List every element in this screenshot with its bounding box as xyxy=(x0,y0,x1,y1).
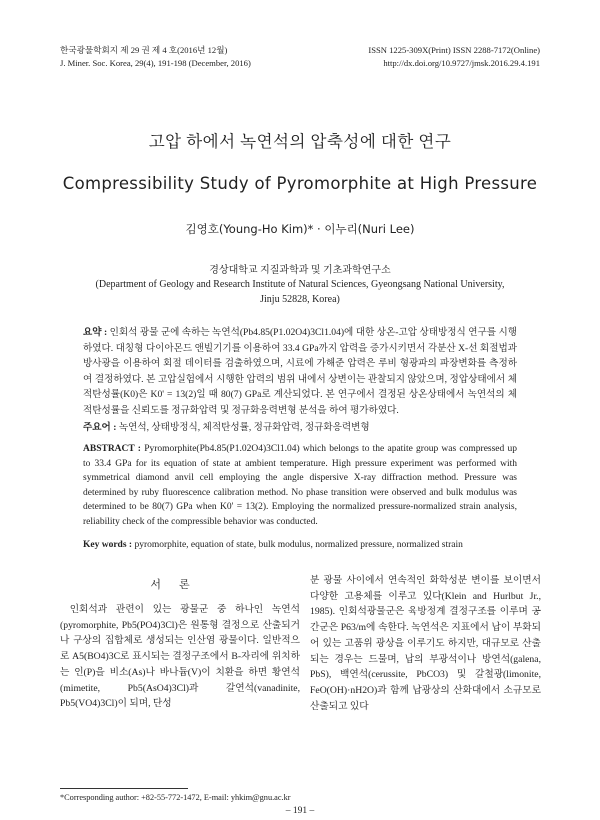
section-title-introduction: 서론 xyxy=(150,579,208,591)
journal-header-left xyxy=(60,44,251,70)
journal-header-en: J. Miner. Soc. Korea, 29(4), 191-198 (December, 2016) xyxy=(60,58,251,68)
authors: 김영호(Young-Ho Kim)* · 이누리(Nuri Lee) xyxy=(185,222,415,236)
affiliation-en: (Department of Geology and Research Institute of Natural Sciences, Gyeongsang National University, Jinju 52828, Korea) xyxy=(95,279,505,305)
journal-header-right xyxy=(368,44,540,70)
title-korean: 고압 하에서 녹연석의 압축성에 대한 연구 xyxy=(148,132,452,151)
keywords-ko-label: 주요어 : xyxy=(83,422,117,433)
abstract-en-label: ABSTRACT : xyxy=(83,444,141,454)
abstract-ko-label: 요약 : xyxy=(83,327,108,338)
affiliation-ko: 경상대학교 지질과학과 및 기초과학연구소 xyxy=(209,265,391,276)
doi-link[interactable]: http://dx.doi.org/10.9727/jmsk.2016.29.4.191 xyxy=(383,58,540,68)
keywords-korean xyxy=(83,420,517,436)
abstract-english xyxy=(83,442,517,530)
issn-line: ISSN 1225-309X(Print) ISSN 2288-7172(Online) xyxy=(368,45,540,55)
body-column-right xyxy=(310,573,541,714)
keywords-en-label: Key words : xyxy=(83,540,133,550)
abstract-en-text: Pyromorphite(Pb4.85(P1.02O4)3Cl1.04) which belongs to the apatite group was compressed up to 33.4 GPa for its equation of state at ambient temperature. High pressure experiment was performed with symmetrical diamond anvil cell employing the angle dispersive X-ray diffraction method. Pressure was determined by ruby fluorescence calibration method. No phase transition were observed and bulk modulus was determined to be 80(7) GPa when K0' = 13(2). Employing the normalized pressure-normalized strain analysis, reliability check of the compressible behavior was conducted. xyxy=(83,444,518,527)
intro-paragraph-right: 분 광물 사이에서 연속적인 화학성분 변이를 보이면서 다양한 고용체를 이루고 있다(Klein and Hurlbut Jr., 1985). 인회석광물군은 육방정계 결정구조를 이루며 공간군은 P63/m에 속한다. 녹연석은 지표에서 납이 부화되어 있는 고품위 광상을 이루기도 하지만, 대규모로 산출되는 경우는 드물며, 납의 부광석이나 방연석(galena, PbS), 백연석(cerussite, PbCO3) 및 갈철광(limonite, FeO(OH)·nH2O)과 함께 납광상의 산화대에서 소규모로 산출되고 있다 xyxy=(310,575,541,712)
title-english: Compressibility Study of Pyromorphite at High Pressure xyxy=(62,174,538,193)
abstract-korean xyxy=(83,325,517,418)
footnote-divider xyxy=(60,788,188,789)
page-number: – 191 – xyxy=(285,806,315,816)
intro-paragraph-left: 인회석과 관련이 있는 광물군 중 하나인 녹연석(pyromorphite, Pb5(PO4)3Cl)은 원통형 결정으로 산출되거나 구상의 집합체로 생성되는 인산염 광물이다. 일반적으로 A5(BO4)3C로 표시되는 결정구조에서 B-자리에 위치하는 인(P)을 비소(As)나 바나듐(V)이 치환을 하면 황연석(mimetite, Pb5(AsO4)3Cl)과 갈연석(vanadinite, Pb5(VO4)3Cl)이 되며, 단성 xyxy=(60,604,300,710)
body-column-left xyxy=(60,602,300,712)
journal-header-ko: 한국광물학회지 제 29 권 제 4 호(2016년 12월) xyxy=(60,45,228,55)
keywords-ko-text: 녹연석, 상태방정식, 체적탄성률, 정규화압력, 정규화응력변형 xyxy=(118,422,370,433)
affiliation xyxy=(86,264,514,307)
corresponding-author-footnote: *Corresponding author: +82-55-772-1472, E-mail: yhkim@gnu.ac.kr xyxy=(60,793,291,802)
keywords-english xyxy=(83,538,517,554)
abstract-ko-text: 인회석 광물 군에 속하는 녹연석(Pb4.85(P1.02O4)3Cl1.04)에 대한 상온-고압 상태방정식 연구를 시행하였다. 대칭형 다이아몬드 앤빌기기를 이용하여 33.4 GPa까지 압력을 증가시키면서 각분산 X-선 회절법과 방사광을 이용하여 회절 데이터를 검출하였으며, 시료에 가해준 압력은 루비 형광파의 파장변화를 측정하여 결정하였다. 본 고압실험에서 시행한 압력의 범위 내에서 상변이는 관찰되지 않았으며, 정압상태에서 체적탄성률(K0)은 K0' = 13(2)일 때 80(7) GPa로 계산되었다. 본 연구에서 결정된 상온상태에서 녹연석의 체적탄성률을 신뢰도를 정규화압력 및 정규화응력변형 분석을 하여 평가하였다. xyxy=(83,327,517,416)
keywords-en-text: pyromorphite, equation of state, bulk modulus, normalized pressure, normalized strain xyxy=(134,540,463,550)
